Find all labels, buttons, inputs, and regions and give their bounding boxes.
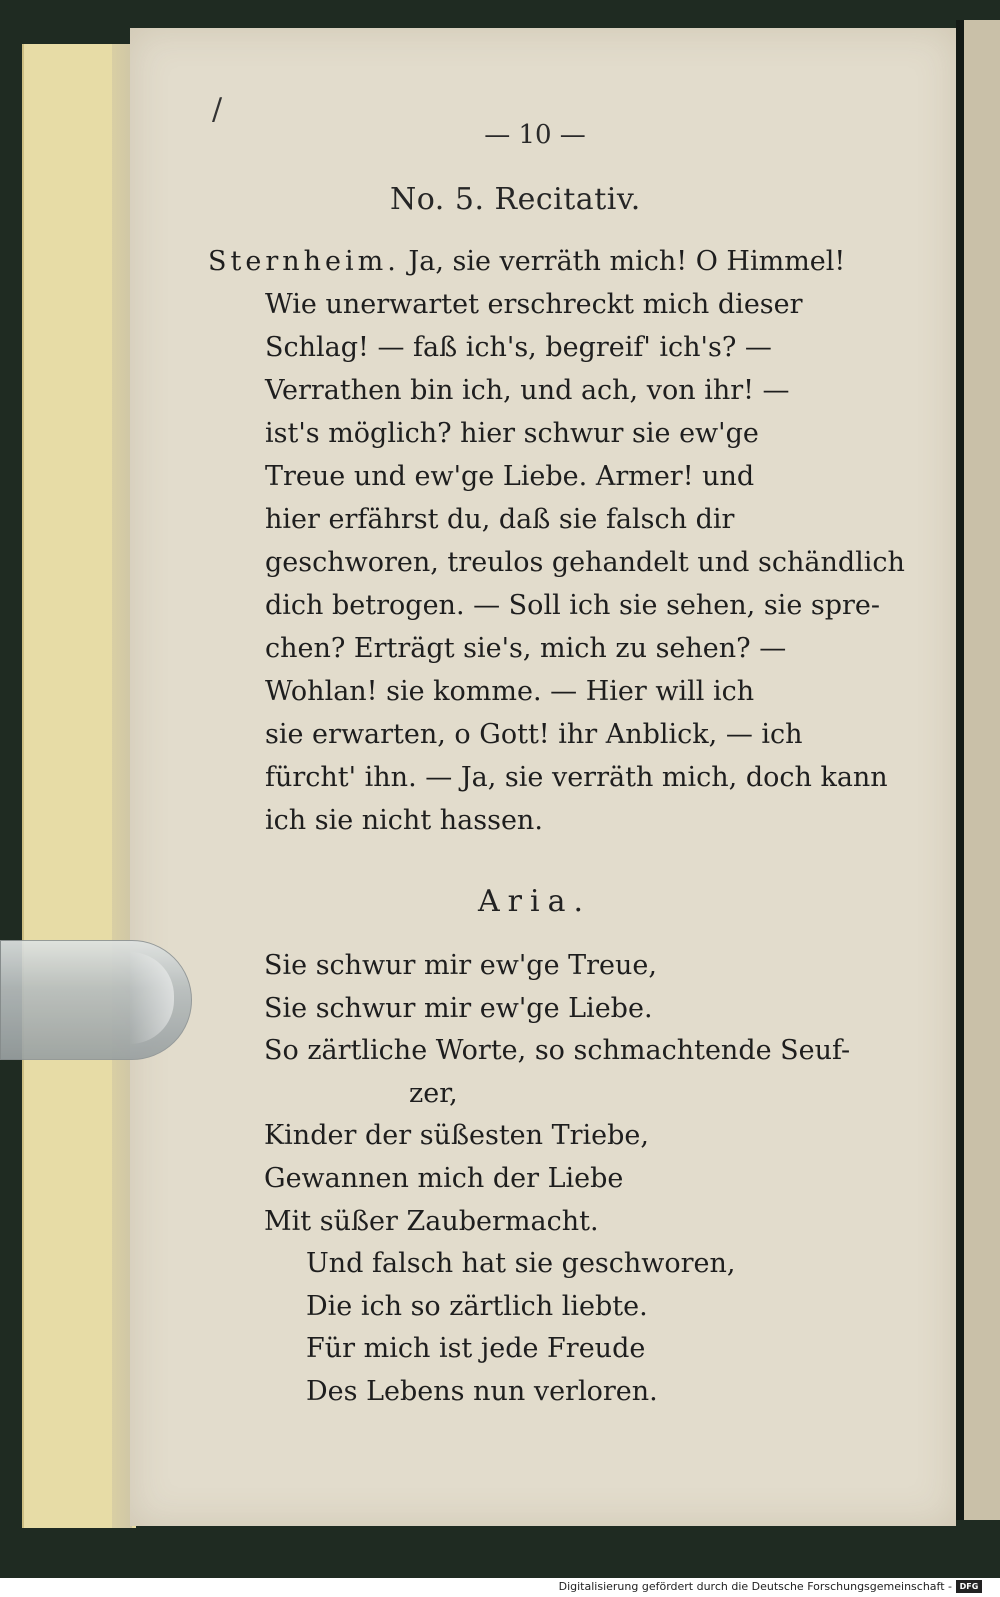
footer-credit: Digitalisierung gefördert durch die Deutsche Forschungsgemeinschaft - <box>558 1580 952 1593</box>
aria-line: zer, <box>409 1077 458 1109</box>
aria-line: Sie schwur mir ew'ge Liebe. <box>264 992 653 1024</box>
margin-mark: / <box>212 92 223 127</box>
recitative-line: Wohlan! sie komme. — Hier will ich <box>265 676 755 707</box>
adjacent-page-edge <box>962 20 1000 1520</box>
aria-line: Gewannen mich der Liebe <box>264 1162 624 1194</box>
recitative-line: Wie unerwartet erschreckt mich dieser <box>265 289 803 320</box>
page-stack-shadow <box>112 44 132 1528</box>
aria-line: Kinder der süßesten Triebe, <box>264 1120 649 1152</box>
section-title: No. 5. Recitativ. <box>390 182 641 217</box>
recitative-line: ich sie nicht hassen. <box>265 805 543 836</box>
aria-text <box>264 945 884 1414</box>
aria-line: Mit süßer Zaubermacht. <box>264 1205 599 1237</box>
recitative-line: Schlag! — faß ich's, begreif' ich's? — <box>265 332 772 363</box>
page-number: — 10 — <box>484 120 586 150</box>
aria-line: Für mich ist jede Freude <box>306 1333 646 1365</box>
recitative-text <box>208 240 905 842</box>
aria-title: Aria. <box>478 884 592 919</box>
recitative-line: geschworen, treulos gehandelt und schändlich <box>265 547 905 578</box>
recitative-line: ist's möglich? hier schwur sie ew'ge <box>265 418 759 449</box>
speaker-name: Sternheim. <box>208 246 400 277</box>
recitative-line: Treue und ew'ge Liebe. Armer! und <box>265 461 755 492</box>
recitative-line: dich betrogen. — Soll ich sie sehen, sie spre- <box>265 590 881 621</box>
recitative-line: Verrathen bin ich, und ach, von ihr! — <box>265 375 790 406</box>
aria-line: Sie schwur mir ew'ge Treue, <box>264 950 657 981</box>
recitative-line: hier erfährst du, daß sie falsch dir <box>265 504 735 535</box>
recitative-line: fürcht' ihn. — Ja, sie verräth mich, doch kann <box>265 762 888 793</box>
book-gutter <box>956 20 964 1520</box>
recitative-line: sie erwarten, o Gott! ihr Anblick, — ich <box>265 719 803 750</box>
aria-line: So zärtliche Worte, so schmachtende Seuf- <box>264 1035 851 1067</box>
recitative-line: Sternheim. Ja, sie verräth mich! O Himmel! <box>208 246 846 277</box>
aria-line: Des Lebens nun verloren. <box>306 1375 658 1407</box>
dfg-logo-icon: DFG <box>956 1580 982 1593</box>
aria-line: Die ich so zärtlich liebte. <box>306 1290 648 1322</box>
aria-line: Und falsch hat sie geschworen, <box>306 1248 736 1280</box>
recitative-line: chen? Erträgt sie's, mich zu sehen? — <box>265 633 787 664</box>
